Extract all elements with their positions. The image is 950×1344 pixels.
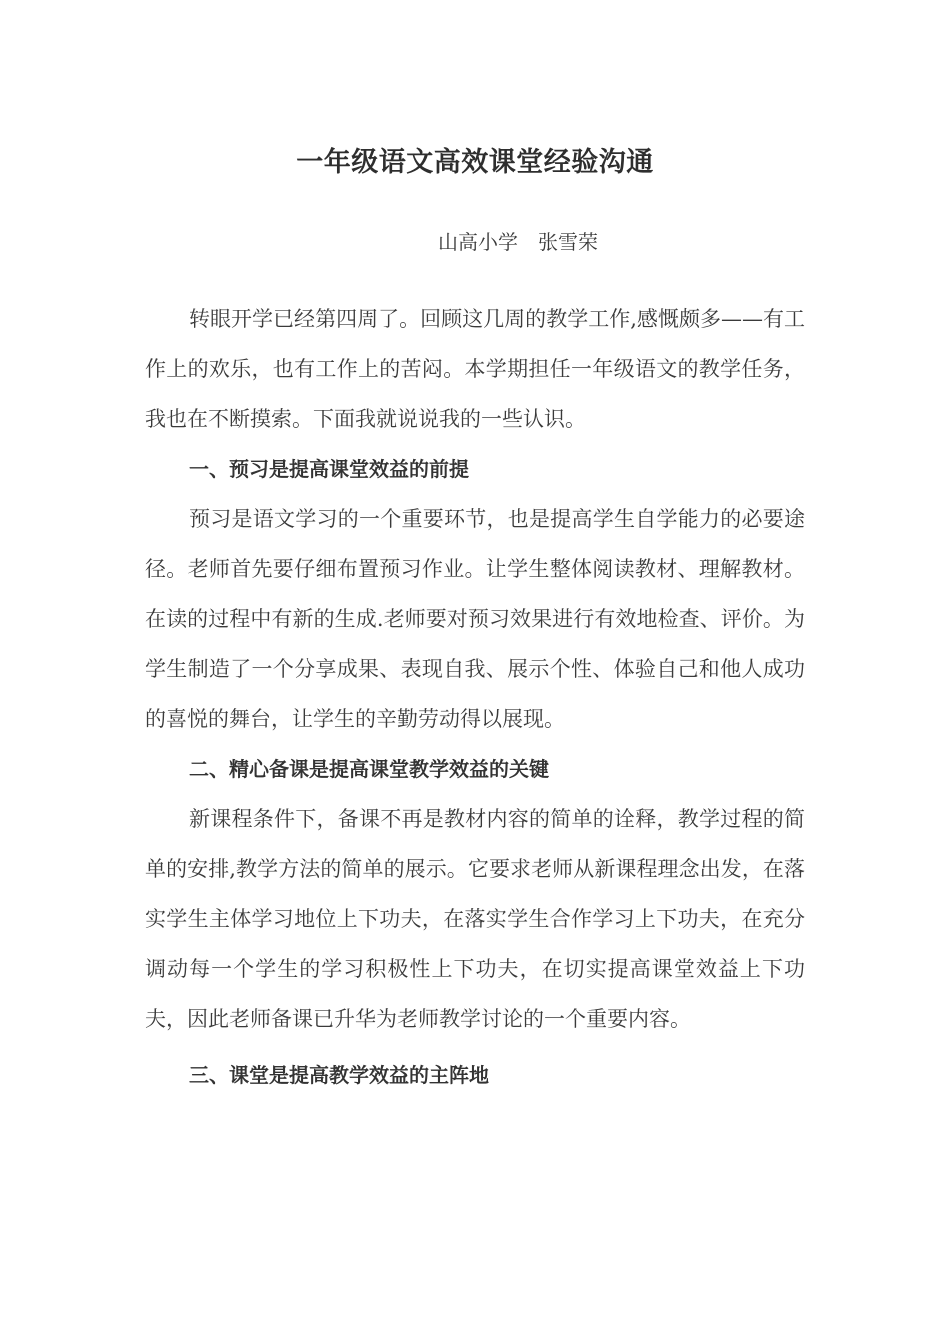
author-line: 山高小学 张雪荣 bbox=[438, 230, 598, 254]
document-body bbox=[145, 294, 805, 1100]
section-heading-1: 一、预习是提高课堂效益的前提 bbox=[189, 457, 469, 481]
section-heading-3: 三、课堂是提高教学效益的主阵地 bbox=[189, 1063, 489, 1087]
document-title: 一年级语文高效课堂经验沟通 bbox=[296, 147, 654, 178]
section-paragraph-1: 预习是语文学习的一个重要环节，也是提高学生自学能力的必要途径。老师首先要仔细布置预习作业。让学生整体阅读教材、理解教材。在读的过程中有新的生成.老师要对预习效果进行有效地检查、评价。为学生制造了一个分享成果、表现自我、展示个性、体验自己和他人成功的喜悦的舞台，让学生的辛勤劳动得以展现。 bbox=[145, 507, 805, 731]
section-paragraph-2: 新课程条件下，备课不再是教材内容的简单的诠释，教学过程的简单的安排,教学方法的简单的展示。它要求老师从新课程理念出发，在落实学生主体学习地位上下功夫，在落实学生合作学习上下功夫，在充分调动每一个学生的学习积极性上下功夫，在切实提高课堂效益上下功夫，因此老师备课已升华为老师教学讨论的一个重要内容。 bbox=[145, 807, 805, 1031]
section-heading-2: 二、精心备课是提高课堂教学效益的关键 bbox=[189, 757, 549, 781]
intro-paragraph: 转眼开学已经第四周了。回顾这几周的教学工作,感慨颇多——有工作上的欢乐，也有工作上的苦闷。本学期担任一年级语文的教学任务，我也在不断摸索。下面我就说说我的一些认识。 bbox=[145, 307, 805, 431]
